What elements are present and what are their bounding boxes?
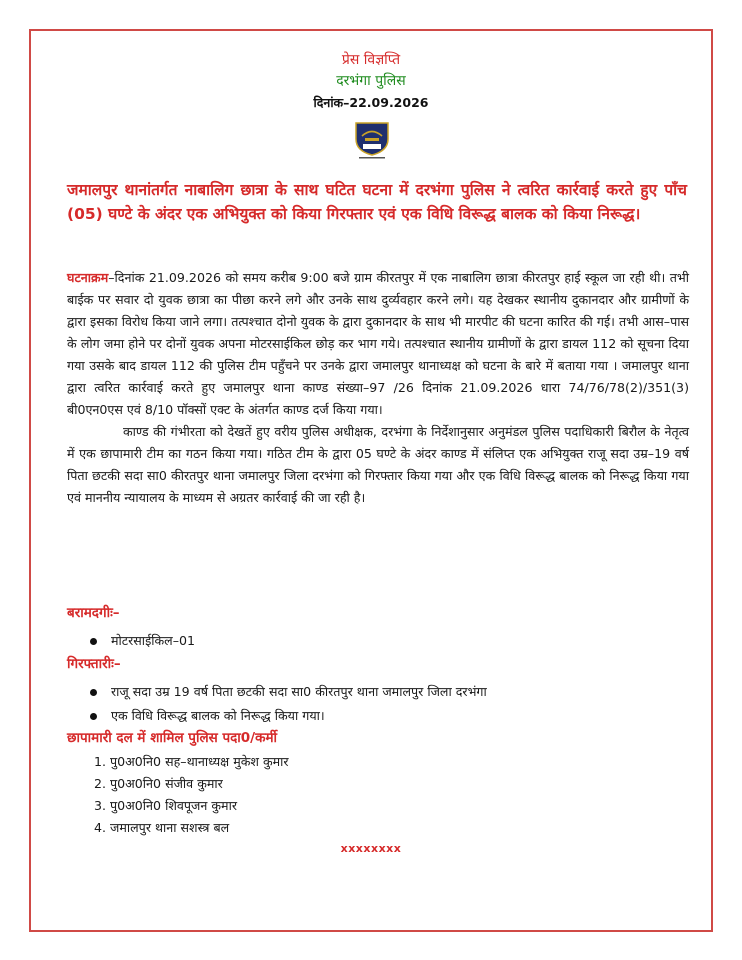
team-member	[94, 819, 229, 836]
paragraph-incident	[67, 267, 689, 421]
department-name: दरभंगा पुलिस	[336, 73, 406, 89]
paragraph-action: काण्ड की गंभीरता को देखतें हुए वरीय पुलिस अधीक्षक, दरभंगा के निर्देशानुसार अनुमंडल पुलिस पदाधिकारी बिरौल के नेतृत्व में एक छापामारी टीम का गठन किया गया। गठित टीम के द्वारा 05 घण्टे के अंदर काण्ड में संलिप्त एक अभियुक्त राजू सदा उम्र–19 वर्ष पिता छटकी सदा सा0 कीरतपुर थाना जमालपुर जिला दरभंगा को गिरफ्तार किया गया और एक विधि विरूद्ध बालक को निरूद्ध किया गया एवं माननीय न्यायालय के माध्यम से अग्रतर कार्रवाई की जा रही है।	[67, 424, 689, 505]
end-mark: xxxxxxxx	[340, 842, 402, 855]
bullet-icon	[90, 689, 97, 696]
team-member-name: पु0अ0नि0 शिवपूजन कुमार	[110, 798, 238, 813]
arrest-item-text: राजू सदा उम्र 19 वर्ष पिता छटकी सदा सा0 कीरतपुर थाना जमालपुर जिला दरभंगा	[111, 684, 487, 699]
release-date: दिनांक–22.09.2026	[313, 95, 429, 110]
arrest-item	[90, 683, 487, 700]
paragraph-incident-text: –दिनांक 21.09.2026 को समय करीब 9:00 बजे ग्राम कीरतपुर में एक नाबालिग छात्रा कीरतपुर हाई स्कूल जा रही थी। तभी बाईक पर सवार दो युवक छात्रा का पीछा करने लगे और उनके साथ दुर्व्यवहार करने लगे। यह देखकर स्थानीय दुकानदार और ग्रामीणों के द्वारा इसका विरोध किया जाने लगा। तत्पश्चात दोनो युवक के द्वारा दुकानदार के साथ भी मारपीट की घटना कारित की गई। तभी आस–पास के लोग जमा होने पर दोनों युवक अपना मोटरसाईकिल छोड़ कर भाग गये। तत्पश्चात स्थानीय ग्रामीणों के द्वारा डायल 112 को सूचना दिया गया उसके बाद डायल 112 की पुलिस टीम पहुँचने पर उनके द्वारा जमालपुर थानाध्यक्ष को घटना के बारे में बताया गया । जमालपुर थाना द्वारा त्वरित कार्रवाई करते हुए जमालपुर थाना काण्ड संख्या–97 /26 दिनांक 21.09.2026 धारा 74/76/78(2)/351(3) बी0एन0एस एवं 8/10 पॉक्सों एक्ट के अंतर्गत काण्ड दर्ज किया गया।	[67, 270, 689, 417]
team-member-name: जमालपुर थाना सशस्त्र बल	[110, 820, 230, 835]
arrest-heading: गिरफ्तारीः–	[67, 656, 121, 672]
bullet-icon	[90, 713, 97, 720]
recovery-item-text: मोटरसाईकिल–01	[111, 633, 196, 648]
team-member	[94, 775, 223, 792]
recovery-item	[90, 632, 195, 649]
team-member-number: 1.	[94, 754, 107, 769]
team-member-number: 2.	[94, 776, 107, 791]
bullet-icon	[90, 638, 97, 645]
bihar-police-emblem-icon	[351, 121, 393, 161]
team-member-name: पु0अ0नि0 संजीव कुमार	[110, 776, 223, 791]
headline: जमालपुर थानांतर्गत नाबालिग छात्रा के साथ घटित घटना में दरभंगा पुलिस ने त्वरित कार्रवाई करते हुए पाँच (05) घण्टे के अंदर एक अभियुक्त को किया गिरफ्तार एवं एक विधि विरूद्ध बालक को किया निरूद्ध।	[67, 181, 687, 223]
arrest-item	[90, 707, 325, 724]
team-member-name: पु0अ0नि0 सह–थानाध्यक्ष मुकेश कुमार	[110, 754, 289, 769]
team-member	[94, 753, 289, 770]
incident-lead-label: घटनाक्रम	[67, 270, 109, 285]
team-member-number: 4.	[94, 820, 107, 835]
recovery-heading: बरामदगीः–	[67, 605, 120, 621]
incident-description	[67, 267, 689, 509]
team-member-number: 3.	[94, 798, 107, 813]
arrest-item-text: एक विधि विरूद्ध बालक को निरूद्ध किया गया।	[111, 708, 325, 723]
raid-team-heading: छापामारी दल में शामिल पुलिस पदा0/कर्मी	[67, 730, 278, 746]
press-release-title: प्रेस विज्ञप्ति	[341, 52, 401, 68]
team-member	[94, 797, 237, 814]
